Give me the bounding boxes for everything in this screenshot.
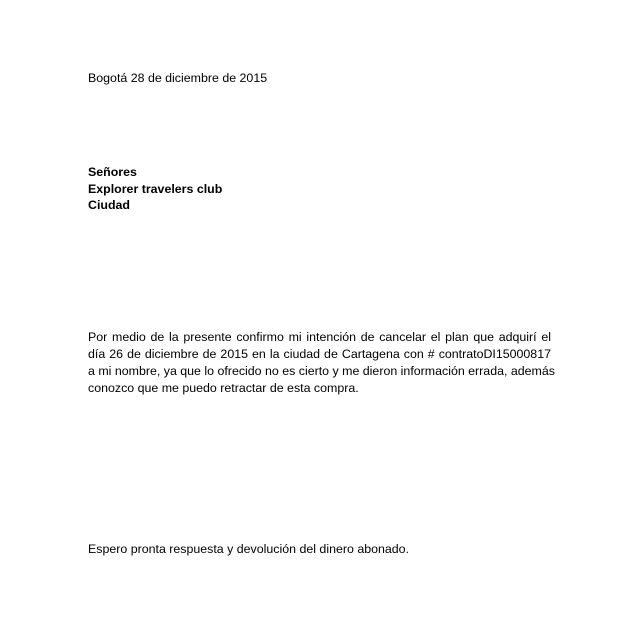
letter-date: Bogotá 28 de diciembre de 2015 (88, 71, 268, 85)
recipient-company: Explorer travelers club (88, 182, 223, 196)
recipient-salutation: Señores (88, 165, 137, 179)
body-line: a mi nombre, ya que lo ofrecido no es cierto y me dieron información errada, además (88, 364, 555, 378)
closing-line: Espero pronta respuesta y devolución del dinero abonado. (88, 542, 410, 556)
body-line: día 26 de diciembre de 2015 en la ciudad de Cartagena con # contratoDI15000817 (88, 347, 551, 361)
recipient-city: Ciudad (88, 198, 130, 212)
body-line: Por medio de la presente confirmo mi intención de cancelar el plan que adquirí el (88, 330, 551, 344)
body-line: conozco que me puedo retractar de esta compra. (88, 381, 359, 395)
